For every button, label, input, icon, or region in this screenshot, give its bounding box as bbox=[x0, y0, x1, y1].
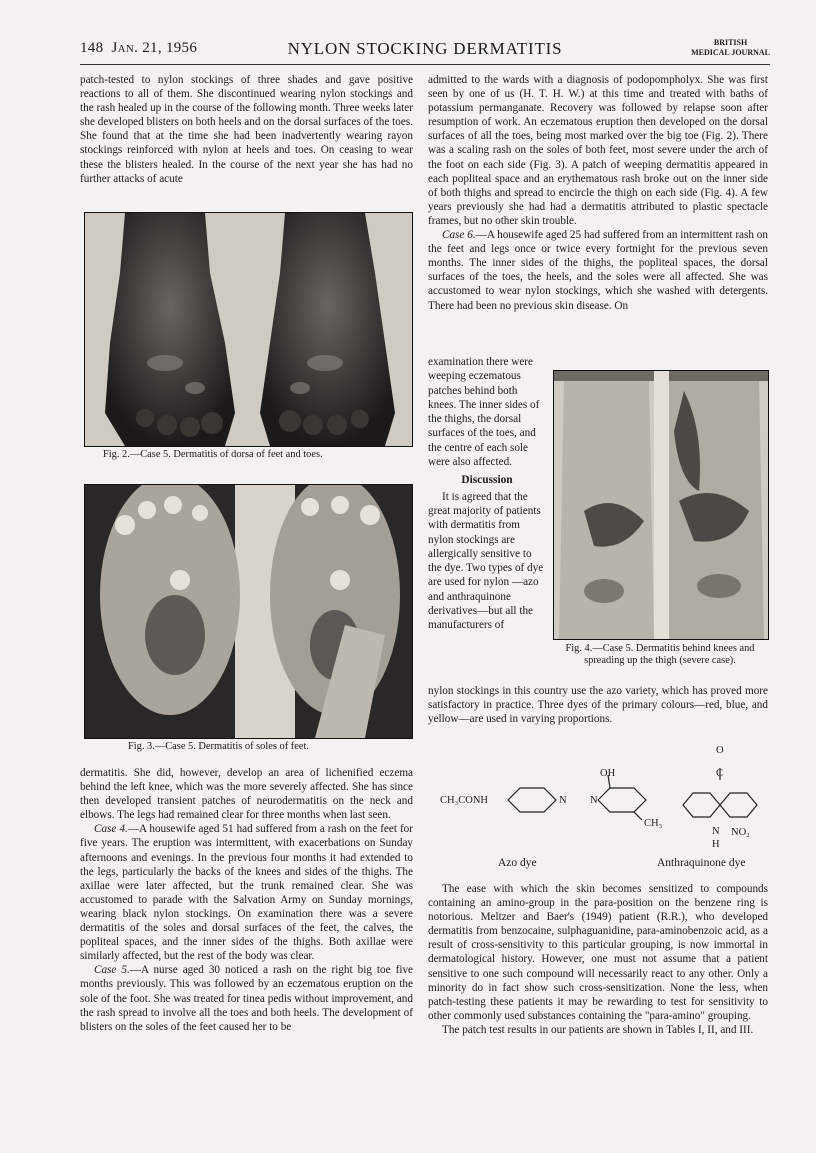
right-top-text bbox=[428, 73, 768, 313]
carbonyl-o: O bbox=[716, 745, 724, 756]
narrow-column-text bbox=[428, 355, 546, 633]
figure-4-photo bbox=[553, 370, 769, 640]
acetamido-group: CH₃CONH bbox=[440, 795, 488, 806]
patch-test-paragraph: The patch test results in our patients are shown in Tables I, II, and III. bbox=[442, 1023, 754, 1036]
lichenified-paragraph: dermatitis. She did, however, develop an area of lichenified eczema behind the left knee, which was the more severely affected. She has since then developed transient patches of neurodermatitis on the neck and elbows. The legs had remained clear for three months when last seen. bbox=[80, 767, 413, 822]
figure-2-caption: Fig. 2.—Case 5. Dermatitis of dorsa of feet and toes. bbox=[103, 449, 323, 460]
amino-n: N bbox=[712, 826, 720, 837]
figure-4-caption: Fig. 4.—Case 5. Dermatitis behind knees and spreading up the thigh (severe case). bbox=[565, 643, 755, 666]
journal-name: BRITISH MEDICAL JOURNAL bbox=[691, 38, 770, 57]
page-number-date: 148 Jan. 21, 1956 bbox=[80, 40, 198, 56]
left-bottom-text bbox=[80, 766, 413, 1034]
carbonyl-c: C bbox=[716, 768, 724, 779]
para-amino-paragraph: The ease with which the skin becomes sensitized to compounds containing an amino-group in the para-position on the benzene ring is notorious. Meltzer and Baer's (1949) patient (R.R.), who developed dermatitis from benzocaine, sulphaguanidine, para-aminobenzoic acid, as a result of cross-sensitivity to this particular grouping, is now immortal in dermatological history. However, one must not assume that a patient sensitive to one such compound will necessarily react to any other. Only a minority do in fact show such cross-sensitization. None the less, when patch-testing these patients it may be rewarding to test for sensitivity to other commonly used substances containing the "para-amino" grouping. bbox=[428, 883, 768, 1022]
amino-h: H bbox=[712, 839, 720, 850]
azo-n1: N bbox=[559, 795, 567, 806]
case-6-exam: examination there were weeping eczematous patches behind both knees. The inner sides of the thighs, the dorsal surfaces of the toes, and the centre of each sole were also affected. bbox=[428, 356, 540, 469]
nitro-group: NO₂ bbox=[731, 827, 750, 838]
right-bottom-text bbox=[428, 882, 768, 1037]
case-5-paragraph: Case 5.—A nurse aged 30 noticed a rash on the right big toe five months previously. This was followed by an eczematous eruption on the sole of the foot. She was treated for tinea pedis without improvement, and the rash spread to involve all the toes and both heels. The development of blisters on the soles of the feet caused her to be bbox=[80, 964, 414, 1033]
case-5-continued: admitted to the wards with a diagnosis of podopompholyx. She was first seen by one of us (H. T. H. W.) at this time and treated with baths of potassium permanganate. Recovery was followed by relapse soon after resumption of work. An eczematous eruption then developed on the dorsal surfaces of all the toes, being most marked over the big toe (Fig. 2). There was a scaling rash on the soles of both feet, most severe under the arch of the foot on each side (Fig. 3). A patch of weeping dermatitis appeared in each popliteal space and an erythematous rash broke out on the inner side of both thighs and spread to encircle the thigh on each side (Fig. 4). A few years previously she had had a dermatitis attributed to plastic spectacle frames, but no other skin trouble. bbox=[428, 74, 768, 227]
discussion-heading: Discussion bbox=[461, 474, 513, 487]
figure-2-photo bbox=[84, 212, 413, 447]
azo-n2: N bbox=[590, 795, 598, 806]
anthraquinone-dye-label: Anthraquinone dye bbox=[657, 857, 746, 869]
page-header bbox=[80, 38, 770, 65]
azo-dye-label: Azo dye bbox=[498, 857, 537, 869]
case-4-paragraph: Case 4.—A housewife aged 51 had suffered from a rash on the feet for five years. The eruption was intermittent, with exacerbations on Sunday afternoons and evenings. In the previous four months it had extended to the legs, particularly the backs of the knees and sides of the thighs. The axillae were later affected, but the trunk remained clear. She was accustomed to parade with the Salvation Army on Sunday mornings, wearing black nylon stockings. On examination there was a severe dermatitis of the soles and dorsal surfaces of the feet, the calves, the popliteal spaces, and the inner sides of the thighs. Both axillae were similarly affected, but the rest of the body was clear. bbox=[80, 823, 413, 963]
feet-soles-image bbox=[85, 485, 412, 738]
case-6-paragraph: Case 6.—A housewife aged 25 had suffered from an intermittent rash on the feet and legs once or twice every fortnight for the previous seven months. The inner sides of the thighs, the popliteal spaces, the dorsal surfaces of the toes, the heels, and the soles were all affected. She was accustomed to wear nylon stockings, which she washed with detergents. There had been no previous skin disease. On bbox=[428, 229, 768, 312]
knees-image bbox=[554, 371, 768, 639]
discussion-paragraph: It is agreed that the great majority of patients with dermatitis from nylon stockings are allergically sensitive to the dye. Two types of dye are used for nylon —azo and anthraquinone derivatives—but all the manufacturers of bbox=[428, 490, 544, 632]
hydroxy-group: OH bbox=[600, 768, 616, 779]
figure-3-caption: Fig. 3.—Case 5. Dermatitis of soles of feet. bbox=[128, 741, 309, 752]
figure-3-photo bbox=[84, 484, 413, 739]
methyl-group: CH₃ bbox=[644, 818, 663, 829]
left-top-text: patch-tested to nylon stockings of three shades and gave positive reactions to all of them. She discontinued wearing nylon stockings and the rash healed up in the course of the following month. Three weeks later she developed blisters on both heels and on the dorsal surfaces of the toes. She found that at the time she had been inadvertently wearing rayon stockings reinforced with nylon at heels and toes. On ceasing to wear these the blisters healed. In the course of the next year she has had no further attacks of acute bbox=[80, 74, 413, 185]
right-continuation-text: nylon stockings in this country use the azo variety, which has proved more satisfactory in practice. Three dyes of the primary colours—red, blue, and yellow—are used in varying proportions. bbox=[428, 685, 768, 726]
running-title: NYLON STOCKING DERMATITIS bbox=[287, 39, 563, 58]
feet-dorsa-image bbox=[85, 213, 412, 446]
